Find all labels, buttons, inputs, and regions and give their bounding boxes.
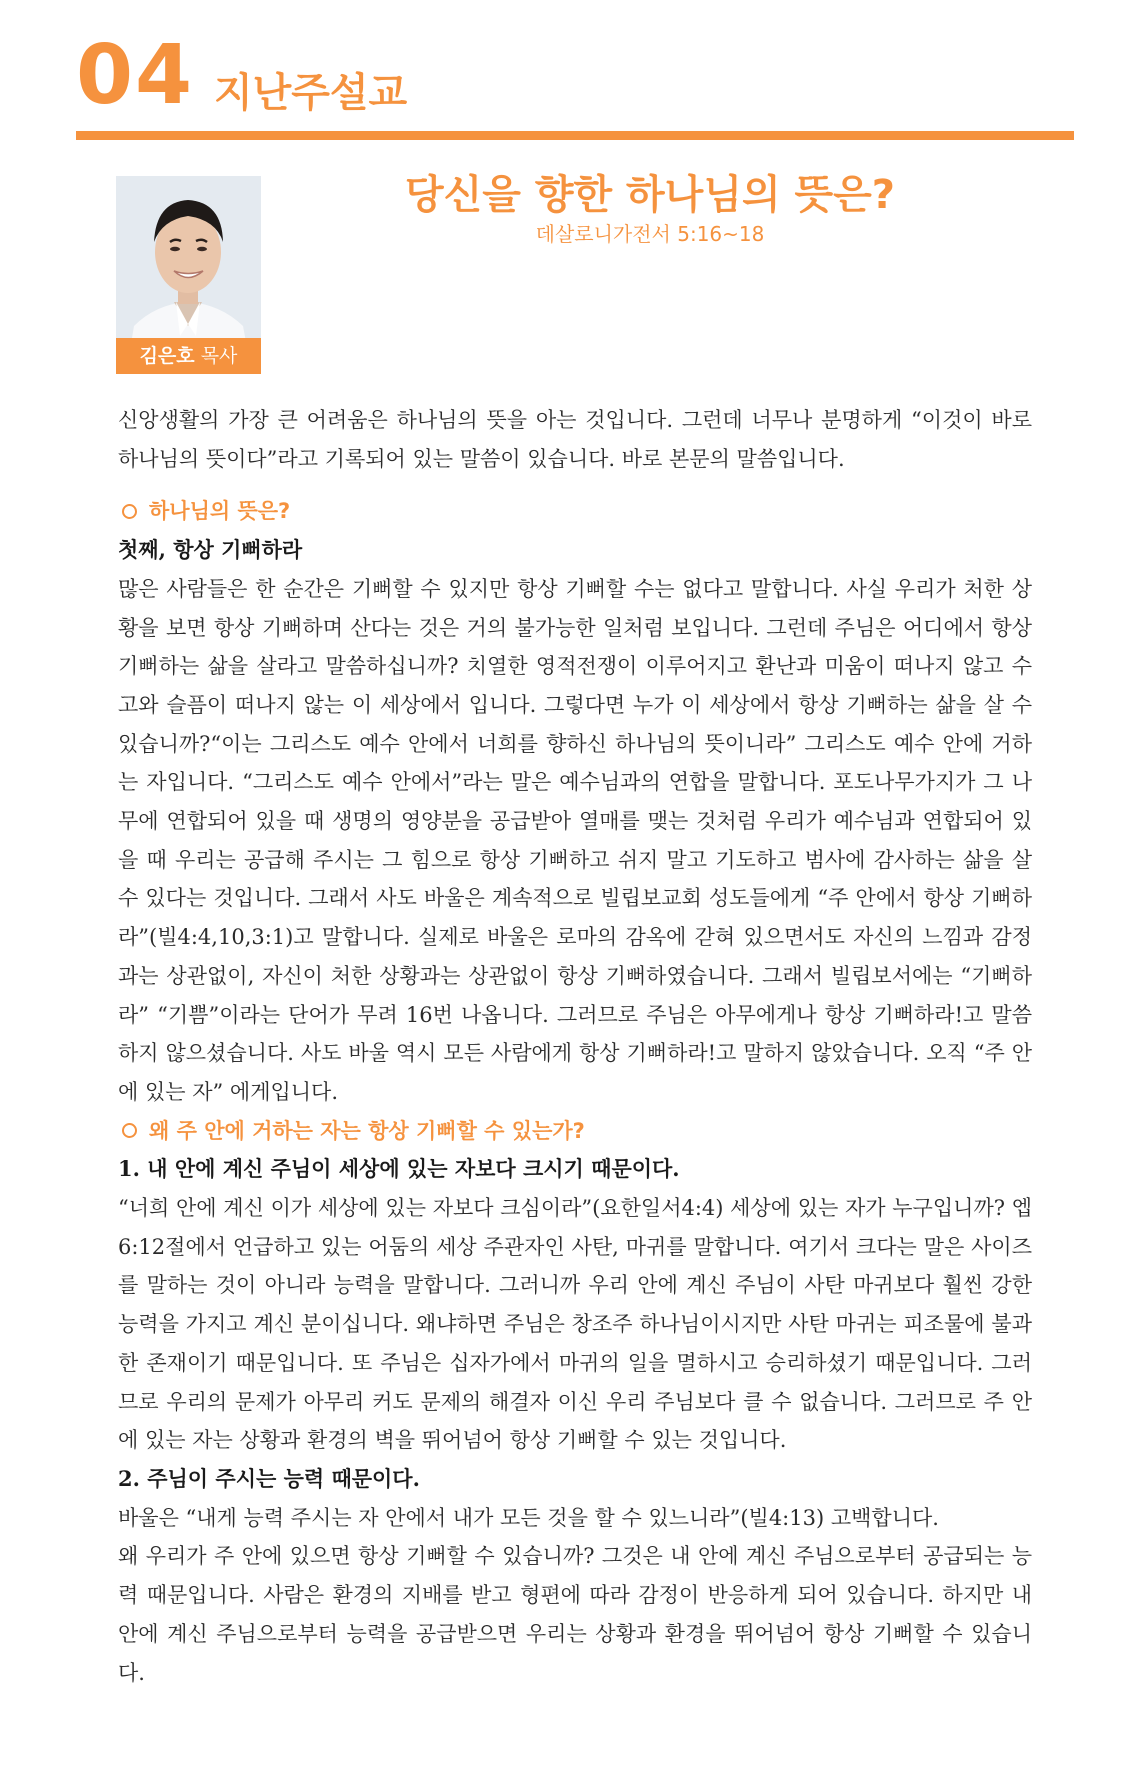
sermon-body [118,401,1032,1692]
section-heading [118,1112,1032,1151]
body-paragraph: 바울은 “내게 능력 주시는 자 안에서 내가 모든 것을 할 수 있느니라”(빌4:13) 고백합니다. [118,1505,939,1530]
point-heading: 1. 내 안에 계신 주님이 세상에 있는 자보다 크시기 때문이다. [118,1156,680,1182]
sermon-title: 당신을 향한 하나님의 뜻은? [404,172,896,218]
circle-bullet-icon [122,504,137,519]
scripture-reference: 데살로니가전서 5:16~18 [535,222,765,246]
preacher-name-tag [116,338,261,374]
header-divider [76,131,1074,140]
section-heading-text: 하나님의 뜻은? [149,499,291,524]
body-paragraph: 많은 사람들은 한 순간은 기뻐할 수 있지만 항상 기뻐할 수는 없다고 말합니다. 사실 우리가 처한 상황을 보면 항상 기뻐하며 산다는 것은 거의 불가능한 일처럼 보입니다. 그런데 주님은 어디에서 항상 기뻐하는 삶을 살라고 말씀하십니까? 치열한 영적전쟁이 이루어지고 환난과 미움이 떠나지 않고 수고와 슬픔이 떠나지 않는 이 세상에서 입니다. 그렇다면 누가 이 세상에서 항상 기뻐하는 삶을 살 수 있습니까?“이는 그리스도 예수 안에서 너희를 향하신 하나님의 뜻이니라” 그리스도 예수 안에 거하는 자입니다. “그리스도 예수 안에서”라는 말은 예수님과의 연합을 말합니다. 포도나무가지가 그 나무에 연합되어 있을 때 생명의 영양분을 공급받아 열매를 맺는 것처럼 우리가 예수님과 연합되어 있을 때 우리는 공급해 주시는 그 힘으로 항상 기뻐하고 쉬지 말고 기도하고 범사에 감사하는 삶을 살 수 있다는 것입니다. 그래서 사도 바울은 계속적으로 빌립보교회 성도들에게 “주 안에서 항상 기뻐하라”(빌4:4,10,3:1)고 말합니다. 실제로 바울은 로마의 감옥에 갇혀 있으면서도 자신의 느낌과 감정과는 상관없이, 자신이 처한 상황과는 상관없이 항상 기뻐하였습니다. 그래서 빌립보서에는 “기뻐하라” “기쁨”이라는 단어가 무려 16번 나옵니다. 그러므로 주님은 아무에게나 항상 기뻐하라!고 말씀하지 않으셨습니다. 사도 바울 역시 모든 사람에게 항상 기뻐하라!고 말하지 않았습니다. 오직 “주 안에 있는 자” 에게입니다. [118,576,1032,1104]
preacher-role: 목사 [200,345,238,367]
section-number: 04 [76,28,195,123]
body-paragraph: 왜 우리가 주 안에 있으면 항상 기뻐할 수 있습니까? 그것은 내 안에 계신 주님으로부터 공급되는 능력 때문입니다. 사람은 환경의 지배를 받고 형편에 따라 감정이 반응하게 되어 있습니다. 하지만 내 안에 계신 주님으로부터 능력을 공급받으면 우리는 상황과 환경을 뛰어넘어 항상 기뻐할 수 있습니다. [118,1544,1032,1685]
circle-bullet-icon [122,1123,137,1138]
preacher-name: 김은호 [139,345,195,367]
section-title: 지난주설교 [214,70,408,116]
point-heading: 2. 주님이 주시는 능력 때문이다. [118,1465,420,1491]
section-heading-text: 왜 주 안에 거하는 자는 항상 기뻐할 수 있는가? [149,1118,585,1143]
section-heading [118,492,1032,531]
point-heading: 첫째, 항상 기뻐하라 [118,537,303,563]
intro-paragraph: 신앙생활의 가장 큰 어려움은 하나님의 뜻을 아는 것입니다. 그런데 너무나 분명하게 “이것이 바로 하나님의 뜻이다”라고 기록되어 있는 말씀이 있습니다. 바로 본문의 말씀입니다. [118,408,1032,471]
body-paragraph: “너희 안에 계신 이가 세상에 있는 자보다 크심이라”(요한일서4:4) 세상에 있는 자가 누구입니까? 엡6:12절에서 언급하고 있는 어둠의 세상 주관자인 사탄, 마귀를 말합니다. 여기서 크다는 말은 사이즈를 말하는 것이 아니라 능력을 말합니다. 그러니까 우리 안에 계신 주님이 사탄 마귀보다 훨씬 강한 능력을 가지고 계신 분이십니다. 왜냐하면 주님은 창조주 하나님이시지만 사탄 마귀는 피조물에 불과한 존재이기 때문입니다. 또 주님은 십자가에서 마귀의 일을 멸하시고 승리하셨기 때문입니다. 그러므로 우리의 문제가 아무리 커도 문제의 해결자 이신 우리 주님보다 클 수 없습니다. 그러므로 주 안에 있는 자는 상황과 환경의 벽을 뛰어넘어 항상 기뻐할 수 있는 것입니다. [118,1196,1032,1453]
spacer [118,478,1032,492]
